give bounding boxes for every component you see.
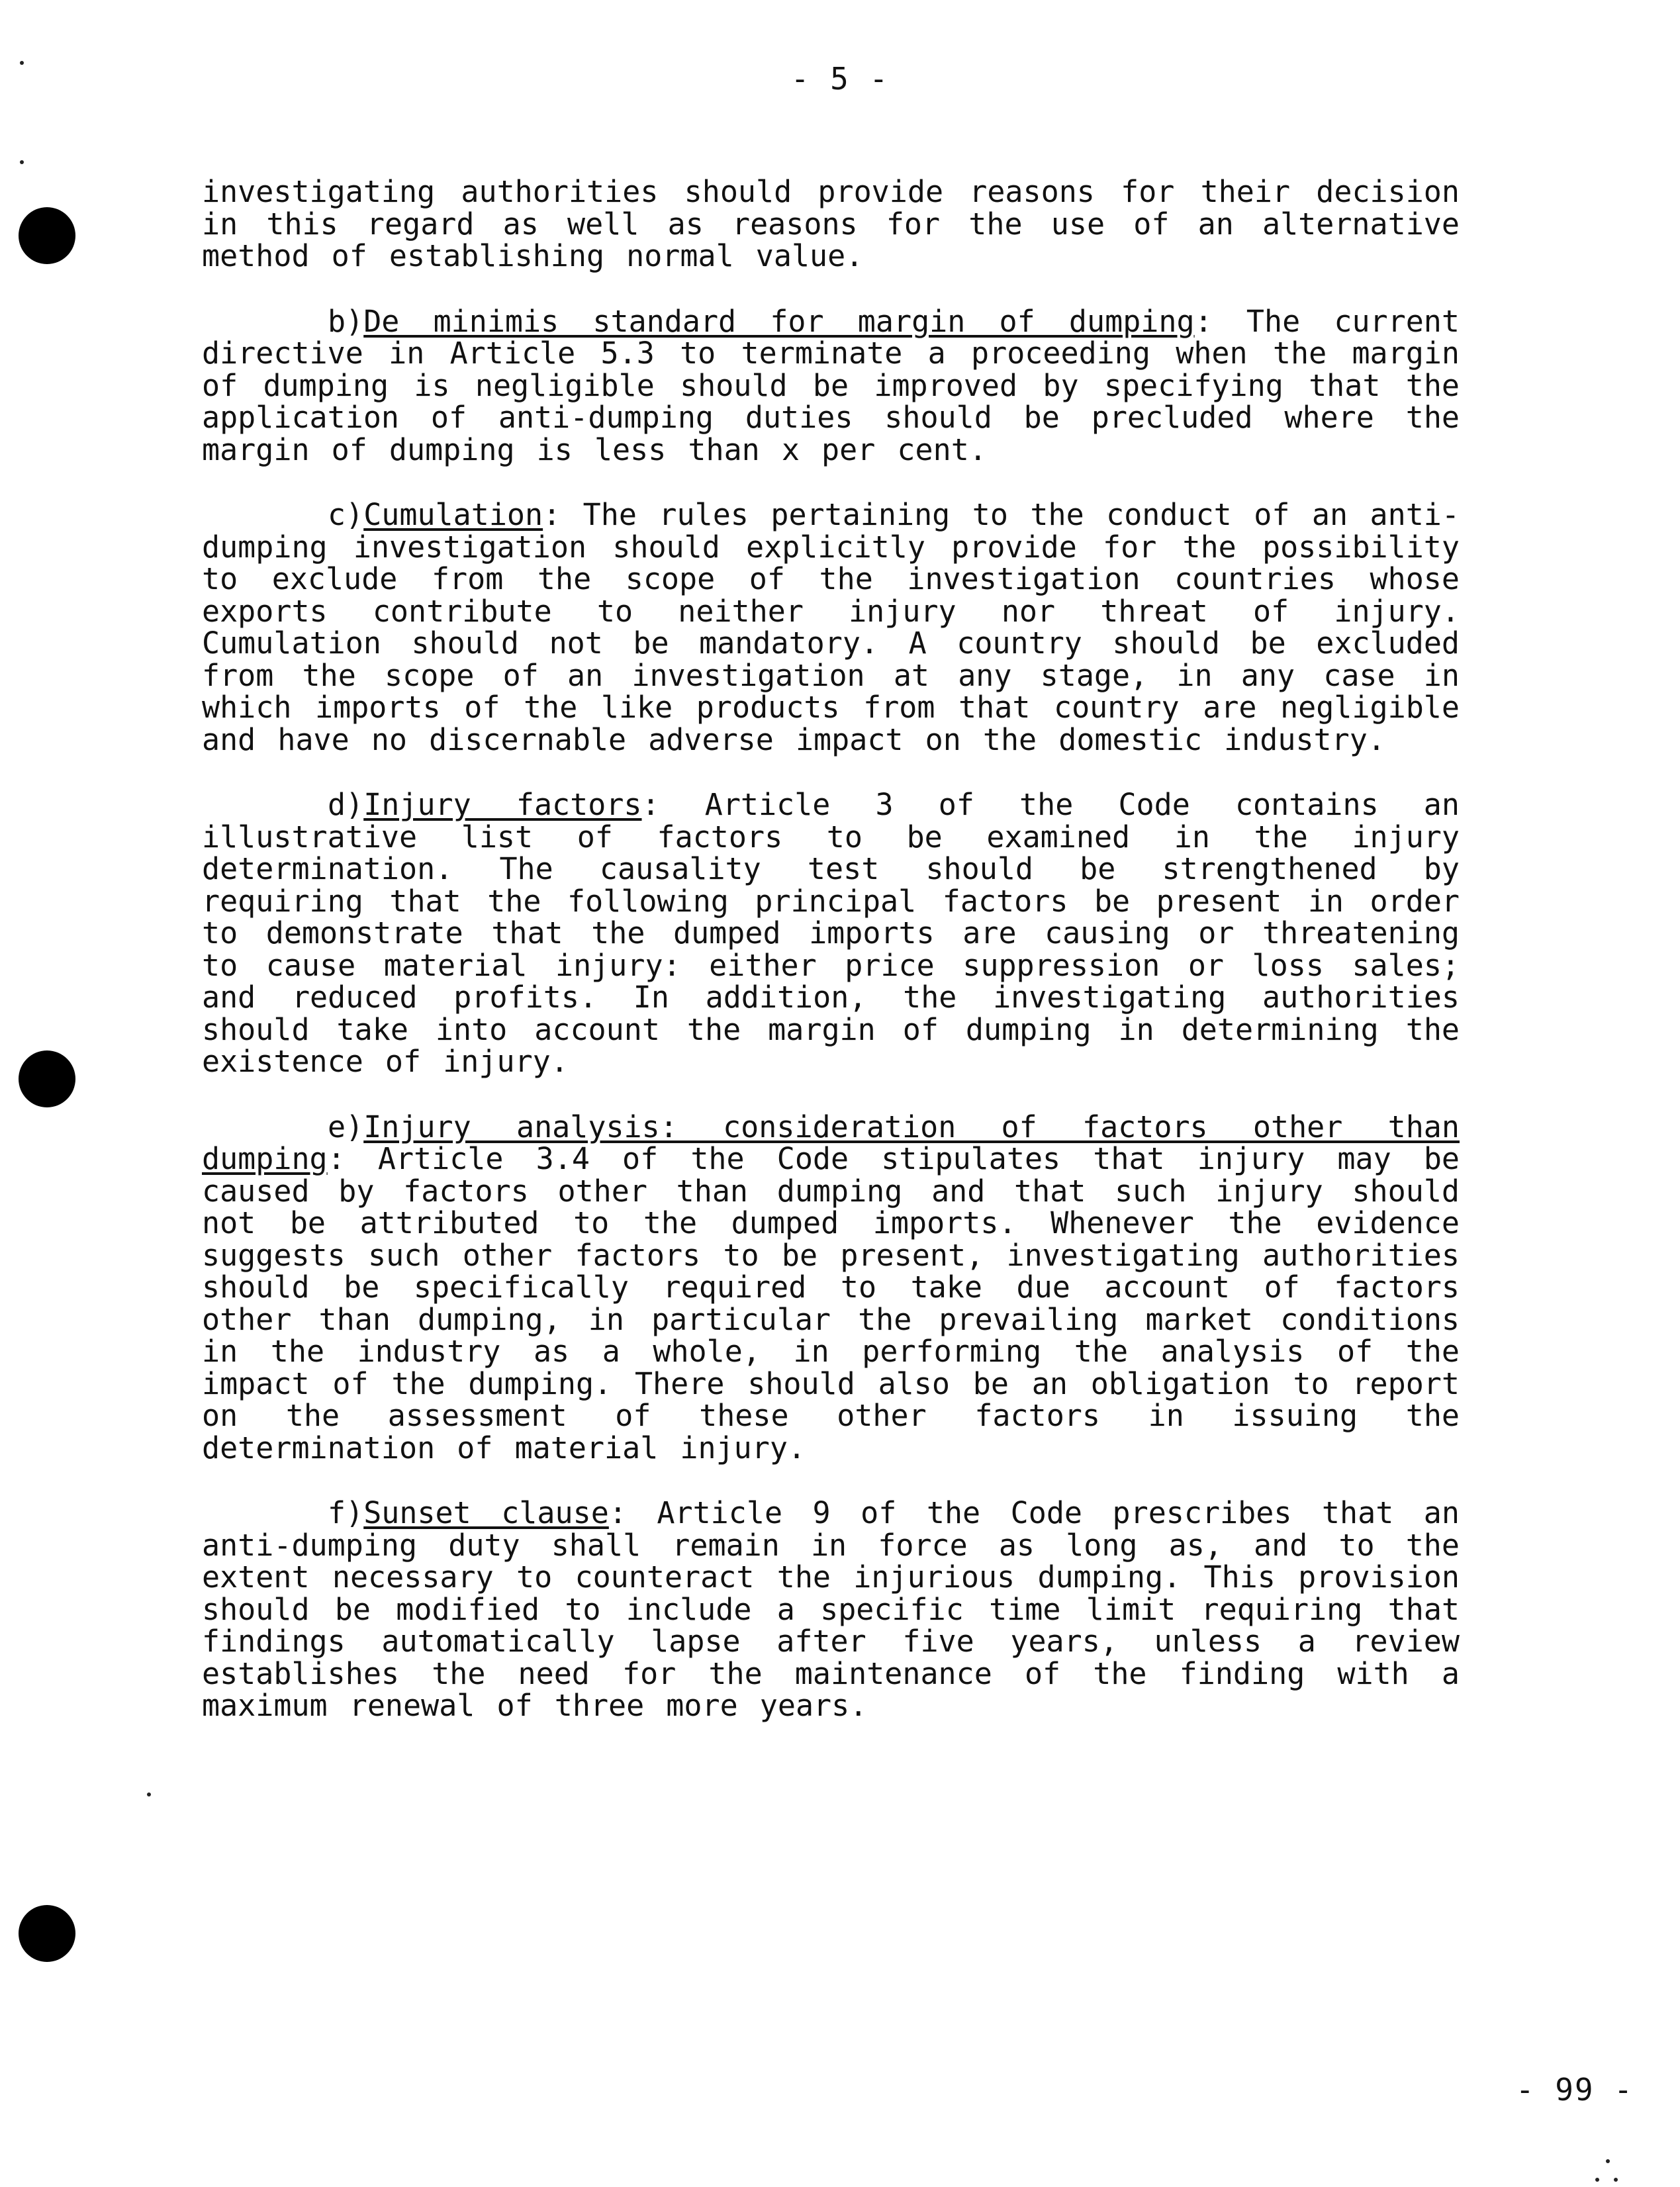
section-body: : Article 9 of the Code prescribes that an anti-dumping duty shall remain in force as long as, and to the extent necessary to counteract the injurious dumping. This provision should be modified to include a specific time limit requiring that findings automatically lapse after five years, unless a review establishes the need for the maintenance of the finding with a maximum renewal of three more years. — [202, 1495, 1460, 1723]
section-b-paragraph — [202, 303, 1460, 467]
scan-speck — [1595, 2178, 1599, 2182]
punch-hole-top — [19, 207, 75, 264]
intro-paragraph: investigating authorities should provide reasons for their decision in this regard as well as reasons for the use of an alternative method of establishing normal value. — [202, 174, 1460, 273]
section-label: c) — [328, 497, 364, 532]
scan-speck — [20, 160, 24, 164]
section-f-paragraph — [202, 1497, 1460, 1722]
scan-speck — [1606, 2159, 1610, 2163]
section-label: b) — [328, 303, 364, 339]
section-body: : Article 3 of the Code contains an illustrative list of factors to be examined in the injury determination. The causality test should be strengthened by requiring that the following principal factors be present in order to demonstrate that the dumped imports are causing or threatening to cause material injury: either price suppression or loss sales; and reduced profits. In addition, the investigating authorities should take into account the margin of dumping in determining the existence of injury. — [202, 787, 1460, 1079]
section-heading: Injury factors — [363, 787, 642, 822]
scan-speck — [147, 1792, 151, 1796]
section-e-paragraph — [202, 1111, 1460, 1465]
section-label: d) — [328, 787, 364, 822]
section-label: e) — [328, 1109, 364, 1144]
section-d-paragraph — [202, 789, 1460, 1078]
section-heading: Cumulation — [363, 497, 543, 532]
section-body: : The current directive in Article 5.3 to terminate a proceeding when the margin of dumping is negligible should be improved by specifying that the application of anti-dumping duties should be precluded where the margin of dumping is less than x per cent. — [202, 303, 1460, 467]
section-body: : The rules pertaining to the conduct of an anti-dumping investigation should explicitly provide for the possibility to exclude from the scope of the investigation countries whose exports contribute to neither injury nor threat of injury. Cumulation should not be mandatory. A country should be excluded from the scope of an investigation at any stage, in any case in which imports of the like products from that country are negligible and have no discernable adverse impact on the domestic industry. — [202, 497, 1460, 757]
page-number-header: - 5 - — [790, 61, 890, 97]
section-body: : Article 3.4 of the Code stipulates that injury may be caused by factors other than dumping and that such injury should not be attributed to the dumped imports. Whenever the evidence suggests such other factors to be present, investigating authorities should be specifically required to take due account of factors other than dumping, in particular the prevailing market conditions in the industry as a whole, in performing the analysis of the impact of the dumping. There should also be an obligation to report on the assessment of these other factors in issuing the determination of material injury. — [202, 1141, 1460, 1466]
section-c-paragraph — [202, 499, 1460, 756]
section-heading: De minimis standard for margin of dumping — [363, 303, 1195, 339]
scan-speck — [1614, 2178, 1618, 2182]
document-body — [202, 176, 1460, 1755]
section-heading: Sunset clause — [363, 1495, 609, 1530]
section-heading: Injury analysis: consideration of factors other than dumping — [202, 1109, 1460, 1176]
punch-hole-bottom — [19, 1905, 75, 1962]
page-number-footer: - 99 - — [1515, 2072, 1634, 2108]
section-label: f) — [328, 1495, 364, 1530]
punch-hole-middle — [19, 1050, 75, 1107]
